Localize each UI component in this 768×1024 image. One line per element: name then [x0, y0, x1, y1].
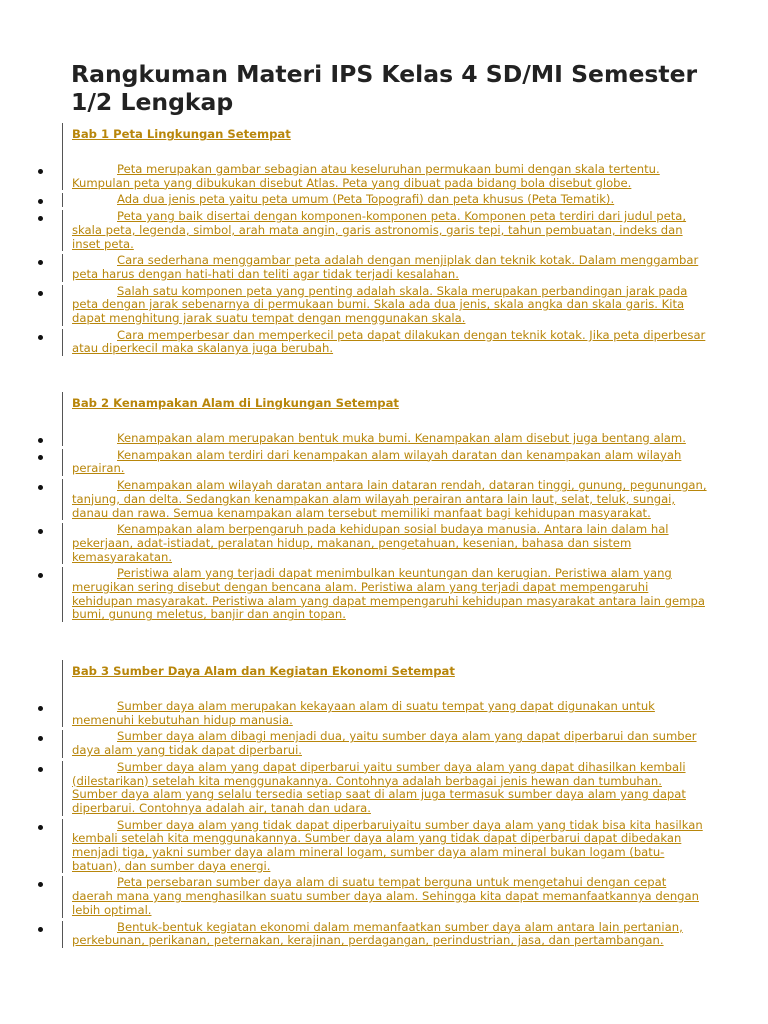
- section-heading-row: [62, 123, 708, 147]
- list-item-link[interactable]: Ada dua jenis peta yaitu peta umum (Peta Topografi) dan peta khusus (Peta Tematik).: [117, 192, 615, 207]
- list-item: [62, 819, 708, 874]
- list-item: [62, 285, 708, 326]
- list-item-link[interactable]: Bentuk-bentuk kegiatan ekonomi dalam memanfaatkan sumber daya alam antara lain pertanian, perkebunan, perikanan, peternakan, kerajinan, perdagangan, perindustrian, jasa, dan pertambangan.: [72, 919, 683, 948]
- list-item: [62, 210, 708, 251]
- list-item: [62, 700, 708, 727]
- spacer: [62, 416, 708, 432]
- list-item-link[interactable]: Salah satu komponen peta yang penting adalah skala. Skala merupakan perbandingan jarak pada peta dengan jarak sebenarnya di permukaan bumi. Skala ada dua jenis, skala angka dan skala garis. Kita dapat menghitung jarak suatu tempat dengan menggunakan skala.: [72, 283, 688, 326]
- spacer: [62, 147, 708, 163]
- list-item-link[interactable]: Peta merupakan gambar sebagian atau keseluruhan permukaan bumi dengan skala tertentu. Kumpulan peta yang dibukukan disebut Atlas. Peta yang dibuat pada bidang bola disebut globe.: [72, 162, 660, 190]
- list-item: [62, 432, 708, 446]
- list-item-link[interactable]: Kenampakan alam merupakan bentuk muka bumi. Kenampakan alam disebut juga bentang alam.: [117, 431, 686, 445]
- list-item-link[interactable]: Cara memperbesar dan memperkecil peta dapat dilakukan dengan teknik kotak. Jika peta diperbesar atau diperkecil maka skalanya juga berubah.: [72, 327, 706, 356]
- list-item: [62, 921, 708, 948]
- list-item-link[interactable]: Kenampakan alam wilayah daratan antara lain dataran rendah, dataran tinggi, gunung, pegunungan, tanjung, dan delta. Sedangkan kenampakan alam wilayah perairan antara lain laut, selat, teluk, sungai, danau dan rawa. Semua kenampakan alam tersebut memiliki manfaat bagi kehidupan masyarakat.: [72, 478, 707, 520]
- list-item-link[interactable]: Sumber daya alam dibagi menjadi dua, yaitu sumber daya alam yang dapat diperbarui dan sumber daya alam yang tidak dapat diperbarui.: [72, 729, 697, 758]
- list-item-link[interactable]: Sumber daya alam merupakan kekayaan alam di suatu tempat yang dapat digunakan untuk memenuhi kebutuhan hidup manusia.: [72, 699, 655, 727]
- bullet-list: [62, 700, 708, 948]
- list-item-link[interactable]: Peta persebaran sumber daya alam di suatu tempat berguna untuk mengetahui dengan cepat daerah mana yang menghasilkan suatu sumber daya alam. Sehingga kita dapat memanfaatkannya dengan lebih optimal.: [72, 875, 699, 917]
- list-item: [62, 730, 708, 757]
- list-item: [62, 329, 708, 356]
- list-item-link[interactable]: Cara sederhana menggambar peta adalah dengan menjiplak dan teknik kotak. Dalam menggambar peta harus dengan hati-hati dan teliti agar tidak terjadi kesalahan.: [72, 253, 699, 281]
- list-item: [62, 876, 708, 917]
- list-item: [62, 523, 708, 564]
- page-title: Rangkuman Materi IPS Kelas 4 SD/MI Semester 1/2 Lengkap: [71, 60, 698, 116]
- list-item: [62, 163, 708, 190]
- list-item: [62, 479, 708, 520]
- section-bab-1: [62, 123, 708, 359]
- list-item: [62, 449, 708, 476]
- list-item: [62, 761, 708, 816]
- list-item-link[interactable]: Sumber daya alam yang dapat diperbarui yaitu sumber daya alam yang dapat dihasilkan kembali (dilestarikan) setelah kita menggunakannya. Contohnya adalah berbagai jenis hewan dan tumbuhan. Sumber daya alam yang selalu tersedia setiap saat di alam juga termasuk sumber daya alam yang dapat diperbarui. Contohnya adalah air, tanah dan udara.: [72, 759, 686, 815]
- list-item: [62, 254, 708, 281]
- list-item: [62, 567, 708, 622]
- list-item-link[interactable]: Kenampakan alam berpengaruh pada kehidupan sosial budaya manusia. Antara lain dalam hal pekerjaan, adat-istiadat, peralatan hidup, makanan, pengetahuan, kesenian, bahasa dan sistem kemasyarakatan.: [72, 522, 669, 564]
- list-item-link[interactable]: Peristiwa alam yang terjadi dapat menimbulkan keuntungan dan kerugian. Peristiwa alam yang merugikan sering disebut dengan bencana alam. Peristiwa alam yang terjadi dapat mempengaruhi kehidupan masyarakat. Peristiwa alam yang dapat mempengaruhi kehidupan masyarakat antara lain gempa bumi, gunung meletus, banjir dan angin topan.: [72, 566, 705, 622]
- section-heading-row: [62, 660, 708, 684]
- bullet-list: [62, 163, 708, 356]
- spacer: [62, 684, 708, 700]
- section-heading-row: [62, 392, 708, 416]
- bullet-list: [62, 432, 708, 622]
- section-bab-3: [62, 660, 708, 951]
- list-item: [62, 193, 708, 207]
- section-heading[interactable]: Bab 2 Kenampakan Alam di Lingkungan Setempat: [72, 396, 399, 410]
- list-item-link[interactable]: Peta yang baik disertai dengan komponen-komponen peta. Komponen peta terdiri dari judul peta, skala peta, legenda, simbol, arah mata angin, garis astronomis, garis tepi, tahun pembuatan, indeks dan inset peta.: [72, 209, 687, 251]
- list-item-link[interactable]: Kenampakan alam terdiri dari kenampakan alam wilayah daratan dan kenampakan alam wilayah perairan.: [72, 447, 682, 476]
- section-heading[interactable]: Bab 1 Peta Lingkungan Setempat: [72, 127, 291, 141]
- list-item-link[interactable]: Sumber daya alam yang tidak dapat diperbaruiyaitu sumber daya alam yang tidak bisa kita hasilkan kembali setelah kita menggunakannya. Sumber daya alam yang tidak dapat diperbarui dapat dibedakan menjadi tiga, yakni sumber daya alam mineral logam, sumber daya alam mineral bukan logam (batu-batuan), dan sumber daya energi.: [72, 817, 703, 873]
- section-heading[interactable]: Bab 3 Sumber Daya Alam dan Kegiatan Ekonomi Setempat: [72, 664, 455, 678]
- section-bab-2: [62, 392, 708, 625]
